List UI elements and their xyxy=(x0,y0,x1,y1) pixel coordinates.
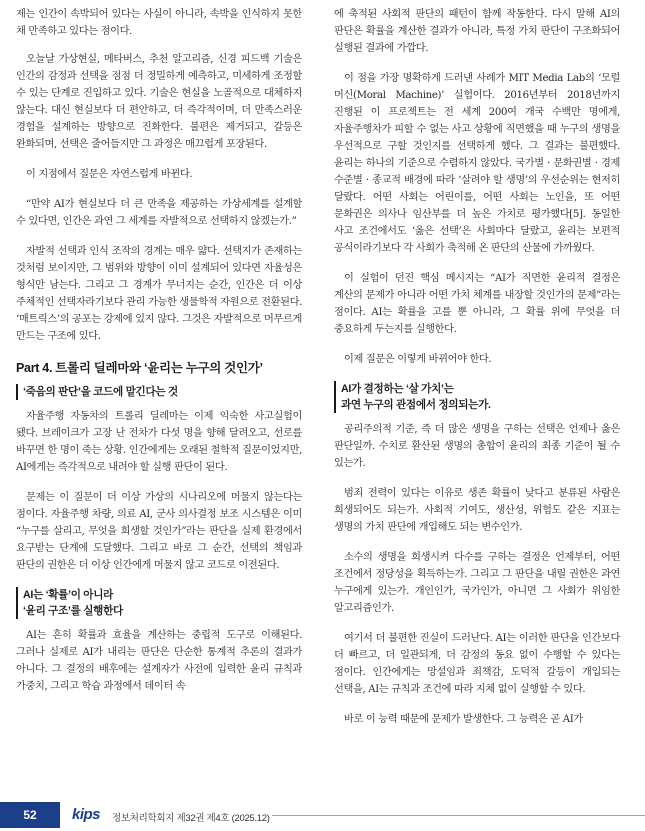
paragraph: 범죄 전력이 있다는 이유로 생존 확률이 낮다고 분류된 사람은 희생되어도 되는가. 사회적 기여도, 생산성, 위험도 같은 지표는 생명의 가치 판단에 개입해도 되는 변수인가. xyxy=(334,488,620,533)
paragraph: 바로 이 능력 때문에 문제가 발생한다. 그 능력은 곧 AI가 xyxy=(344,714,583,725)
paragraph: 이 점을 가장 명확하게 드러낸 사례가 MIT Media Lab의 ‘모럴 머신(Moral Machine)’ 실험이다. 2016년부터 2018년까지 진행된 이 프로젝트는 전 세계 200여 개국 수백만 명에게, 자율주행차가 피할 수 없는 사고 상황에 직면했을 때 누구의 생명을 우선적으로 구할 것인지를 선택하게 했다. 그 결과는 불편했다. 윤리는 하나의 기준으로 수렴하지 않았다. 국가별 · 문화권별 · 경제 수준별 · 종교적 배경에 따라 ‘살려야 할 생명’의 우선순위는 현저히 달랐다. 어떤 사회는 어린이를, 어떤 사회는 노인을, 또 어떤 문화권은 의사나 임산부를 더 높은 가치로 평가했다[5]. 동일한 사고 조건에서도 ‘옳은 선택’은 사회마다 달랐고, 윤리는 보편적 공식이라기보다 각 사회가 축적해 온 판단의 산물에 가까웠다. xyxy=(334,73,620,254)
quote: “만약 AI가 현실보다 더 큰 만족을 제공하는 가상세계를 설계할 수 있다면, 인간은 과연 그 세계를 자발적으로 선택하지 않겠는가.” xyxy=(16,199,302,227)
paragraph: 이 실험이 던진 핵심 메시지는 “AI가 직면한 윤리적 결정은 계산의 문제가 아니라 어떤 가치 체계를 내장할 것인가의 문제”라는 점이다. AI는 확률을 고를 뿐 아니라, 그 확률 위에 무엇을 더 중요하게 두는지를 실행한다. xyxy=(334,273,620,335)
paragraph: 오늘날 가상현실, 메타버스, 추천 알고리즘, 신경 피드백 기술은 인간의 감정과 선택을 점점 더 정밀하게 예측하고, 미세하게 조정할 수 있는 단계로 진입하고 있다. 기술은 현실을 노골적으로 대체하지 않는다. 대신 현실보다 더 편안하고, 더 즉각적이며, 더 만족스러운 경험을 설계하는 방향으로 진화한다. 불편은 제거되고, 갈등은 완화되며, 선택은 줄어들지만 그 과정은 매끄럽게 포장된다. xyxy=(16,54,302,150)
paragraph: 자발적 선택과 인식 조작의 경계는 매우 얇다. 선택지가 존재하는 것처럼 보이지만, 그 범위와 방향이 이미 설계되어 있다면 자율성은 형식만 남는다. 그리고 그 경계가 무너지는 순간, 인간은 더 이상 주체적인 선택자라기보다 관리 가능한 생물학적 자원으로 전환된다. ‘매트릭스’의 공포는 강제에 있지 않다. 그것은 자발적으로 머무르게 만드는 구조에 있다. xyxy=(16,246,302,342)
subhead-line: 과연 누구의 관점에서 정의되는가. xyxy=(334,397,620,413)
paragraph: 에 축적된 사회적 판단의 패턴이 함께 작동한다. 다시 말해 AI의 판단은 확률을 계산한 결과가 아니라, 특정 가치 판단이 구조화되어 실행된 결과에 가깝다. xyxy=(334,9,620,54)
footer-divider xyxy=(272,815,645,816)
subhead-line: AI가 결정하는 ‘살 가치’는 xyxy=(334,381,620,397)
paragraph: 제는 인간이 속박되어 있다는 사실이 아니라, 속박을 인식하지 못한 채 만족하고 있다는 점이다. xyxy=(16,9,302,37)
paragraph: 공리주의적 기준, 즉 더 많은 생명을 구하는 선택은 언제나 옳은 판단일까. 수치로 환산된 생명의 총합이 윤리의 최종 기준이 될 수 있는가. xyxy=(334,424,620,469)
journal-citation: 정보처리학회지 제32권 제4호 (2025.12) xyxy=(112,813,270,824)
paragraph: AI는 흔히 확률과 효율을 계산하는 중립적 도구로 이해된다. 그러나 실제로 AI가 내리는 판단은 단순한 통계적 추론의 결과가 아니다. 그 결정의 배후에는 설계자가 사전에 입력한 윤리 규칙과 가중치, 그리고 학습 과정에서 데이터 속 xyxy=(16,630,302,692)
right-column xyxy=(334,6,620,741)
paragraph: 이 지점에서 질문은 자연스럽게 바뀐다. xyxy=(26,169,193,180)
paragraph: 문제는 이 질문이 더 이상 가상의 시나리오에 머물지 않는다는 점이다. 자율주행 차량, 의료 AI, 군사 의사결정 보조 시스템은 이미 “누구를 살리고, 무엇을 희생할 것인가”라는 판단을 실제 환경에서 요구받는 단계에 도달했다. 그리고 바로 그 순간, 선택의 책임과 판단의 권한은 더 이상 인간에게 머물지 않고 코드로 이전된다. xyxy=(16,492,302,571)
subhead-line: ‘죽음의 판단’을 코드에 맡긴다는 것 xyxy=(16,384,302,400)
paragraph: 여기서 더 불편한 진실이 드러난다. AI는 이러한 판단을 인간보다 더 빠르고, 더 일관되게, 더 감정의 동요 없이 수행할 수 있다는 점이다. 인간에게는 망설임과 죄책감, 도덕적 갈등이 개입되는 선택을, AI는 규칙과 조건에 따라 지체 없이 실행할 수 있다. xyxy=(334,633,620,695)
left-column xyxy=(16,6,302,708)
section-subhead xyxy=(334,381,620,413)
paragraph: 이제 질문은 이렇게 바뀌어야 한다. xyxy=(344,354,492,365)
section-subhead xyxy=(16,587,302,619)
section-subhead xyxy=(16,384,302,400)
subhead-line: ‘윤리 구조’를 실행한다 xyxy=(16,603,302,619)
page-number: 52 xyxy=(0,802,60,828)
part-title: Part 4. 트롤리 딜레마와 ‘윤리는 누구의 것인가’ xyxy=(16,361,263,375)
page-footer xyxy=(0,800,645,831)
kips-logo: kips xyxy=(72,806,101,823)
subhead-line: AI는 ‘확률’이 아니라 xyxy=(16,587,302,603)
paragraph: 자율주행 자동차의 트롤리 딜레마는 이제 익숙한 사고실험이 됐다. 브레이크가 고장 난 전차가 다섯 명을 향해 달려오고, 선로를 바꾸면 한 명이 죽는 상황. 인간에게는 오래된 철학적 질문이었지만, AI에게는 즉각적으로 내려야 할 실행 판단이 된다. xyxy=(16,411,302,473)
paragraph: 소수의 생명을 희생시켜 다수를 구하는 결정은 언제부터, 어떤 조건에서 정당성을 획득하는가. 그리고 그 판단을 내릴 권한은 과연 누구에게 있는가. 개인인가, 국가인가, 아니면 그 사회가 위임한 알고리즘인가. xyxy=(334,552,620,614)
